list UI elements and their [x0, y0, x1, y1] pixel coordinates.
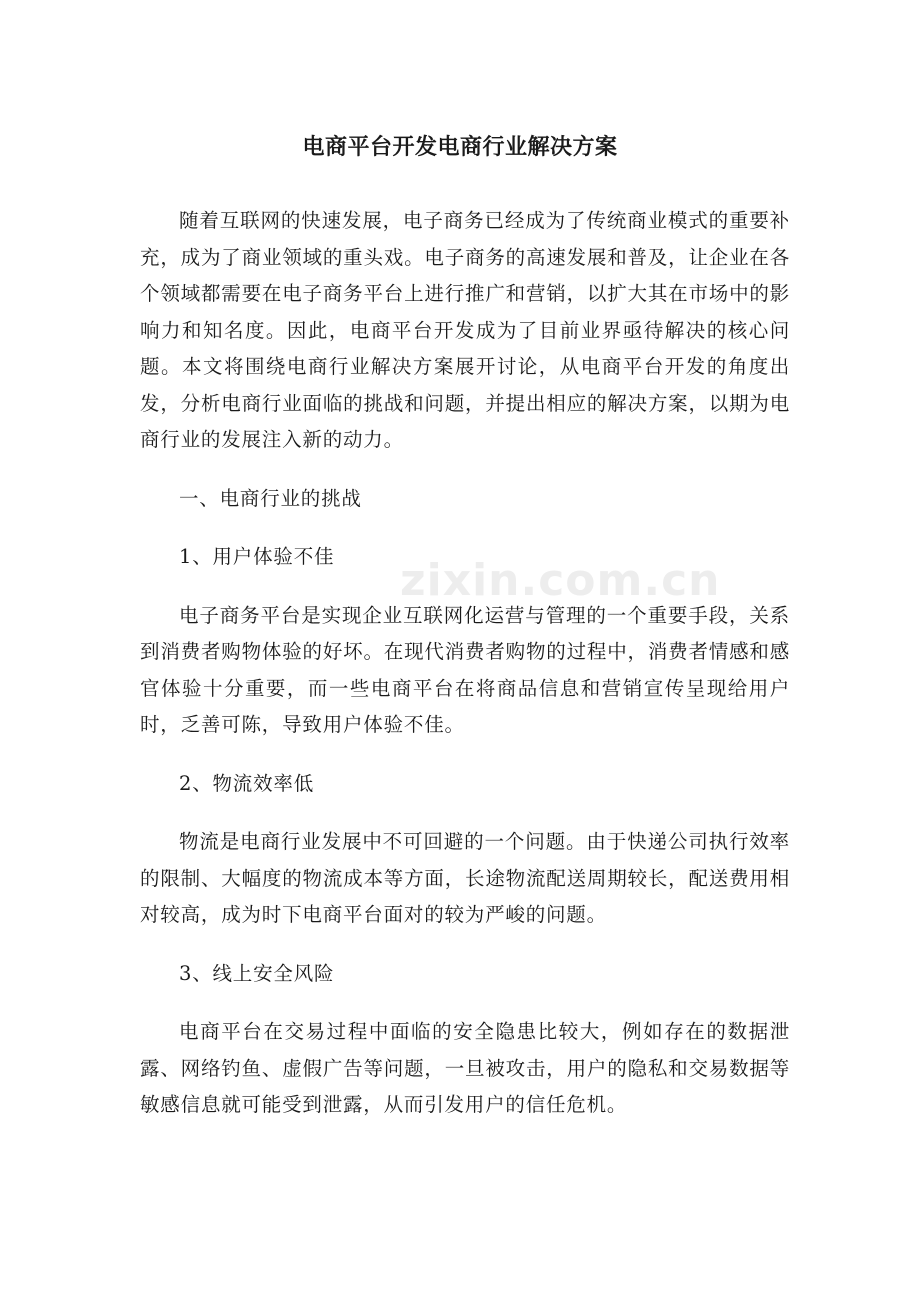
- document-title: 电商平台开发电商行业解决方案: [302, 135, 618, 160]
- section-heading: 一、电商行业的挑战: [179, 486, 362, 510]
- intro-paragraph: 随着互联网的快速发展，电子商务已经成为了传统商业模式的重要补充，成为了商业领域的重头戏。电子商务的高速发展和普及，让企业在各个领域都需要在电子商务平台上进行推广和营销，以扩大其在市场中的影响力和知名度。因此，电商平台开发成为了目前业界亟待解决的核心问题。本文将围绕电商行业解决方案展开讨论，从电商平台开发的角度出发，分析电商行业面临的挑战和问题，并提出相应的解决方案，以期为电商行业的发展注入新的动力。: [140, 209, 790, 451]
- subsection-heading-3: 3、线上安全风险: [179, 961, 335, 985]
- document-body: [140, 203, 790, 1124]
- subsection-paragraph-1: 电子商务平台是实现企业互联网化运营与管理的一个重要手段，关系到消费者购物体验的好坏。在现代消费者购物的过程中，消费者情感和感官体验十分重要，而一些电商平台在将商品信息和营销宣传呈现给用户时，乏善可陈，导致用户体验不佳。: [140, 603, 790, 736]
- watermark: zixin.com.cn: [400, 555, 721, 606]
- subsection-paragraph-2: 物流是电商行业发展中不可回避的一个问题。由于快递公司执行效率的限制、大幅度的物流成本等方面，长途物流配送周期较长，配送费用相对较高，成为时下电商平台面对的较为严峻的问题。: [140, 830, 790, 926]
- subsection-paragraph-3: 电商平台在交易过程中面临的安全隐患比较大，例如存在的数据泄露、网络钓鱼、虚假广告等问题，一旦被攻击，用户的隐私和交易数据等敏感信息就可能受到泄露，从而引发用户的信任危机。: [140, 1020, 790, 1116]
- subsection-heading-2: 2、物流效率低: [179, 771, 315, 795]
- subsection-heading-1: 1、用户体验不佳: [179, 545, 335, 568]
